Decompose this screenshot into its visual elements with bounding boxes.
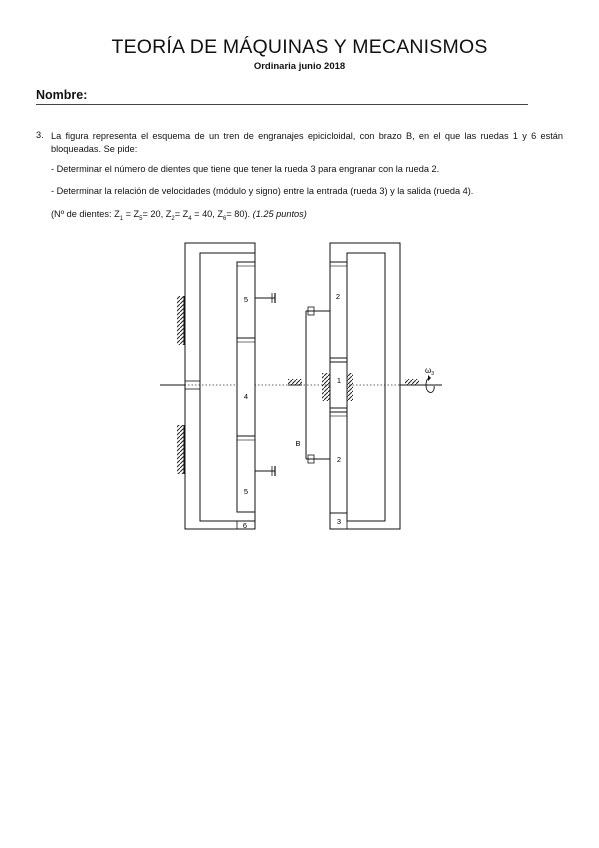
z4-sub: 4 (188, 215, 192, 222)
label-wheel-4: 4 (243, 392, 249, 401)
gear-train-diagram (150, 238, 460, 538)
teeth-eq2: = 20, Z (142, 209, 172, 219)
wheel-5-bottom (237, 436, 255, 512)
label-wheel-6: 6 (242, 521, 248, 530)
z5-sub: 5 (139, 215, 143, 222)
z6-sub: 6 (223, 215, 227, 222)
teeth-eq5: = 80). (226, 209, 253, 219)
wheel-4 (237, 338, 255, 436)
label-wheel-1: 1 (336, 376, 342, 385)
teeth-eq3: = Z (174, 209, 189, 219)
z2-sub: 2 (171, 215, 175, 222)
name-label: Nombre: (36, 88, 88, 102)
wheel-5-supports (255, 293, 275, 476)
z1-sub: 1 (119, 215, 124, 222)
label-omega (425, 366, 434, 377)
question-number: 3. (36, 130, 44, 140)
label-wheel-2-top: 2 (335, 292, 341, 301)
teeth-eq4: = 40, Z (191, 209, 224, 219)
points: (1.25 puntos) (252, 209, 307, 219)
wheel-1 (330, 362, 347, 408)
name-line[interactable] (36, 104, 528, 105)
omega-symbol: ω (425, 366, 432, 375)
exam-session: Ordinaria junio 2018 (253, 61, 346, 72)
label-wheel-5-bottom: 5 (243, 487, 249, 496)
label-wheel-2-bottom: 2 (336, 455, 342, 464)
page-title: TEORÍA DE MÁQUINAS Y MECANISMOS (111, 36, 488, 58)
label-wheel-5-top: 5 (243, 295, 249, 304)
ground-hatch-right (405, 379, 419, 385)
rotation-arrow-icon (426, 375, 434, 393)
label-arm-b: B (295, 439, 301, 448)
label-wheel-3: 3 (336, 517, 342, 526)
teeth-data (51, 209, 307, 222)
omega-sub: 3 (431, 371, 435, 377)
teeth-open: (Nº de dientes: (51, 209, 115, 219)
center-bearing (288, 379, 302, 385)
task-1: - Determinar el número de dientes que tiene que tener la rueda 3 para engranar con la rueda 2. (51, 164, 440, 174)
task-2: - Determinar la relación de velocidades (módulo y signo) entre la entrada (rueda 3) y la salida (rueda 4). (51, 186, 474, 196)
question-statement: La figura representa el esquema de un tren de engranajes epicicloidal, con brazo B, en el que las ruedas 1 y 6 están bloqueadas. Se pide: (51, 131, 563, 154)
teeth-eq1: = Z (123, 209, 140, 219)
z1-label: Z (114, 209, 120, 219)
wheel-2-top (330, 262, 347, 358)
